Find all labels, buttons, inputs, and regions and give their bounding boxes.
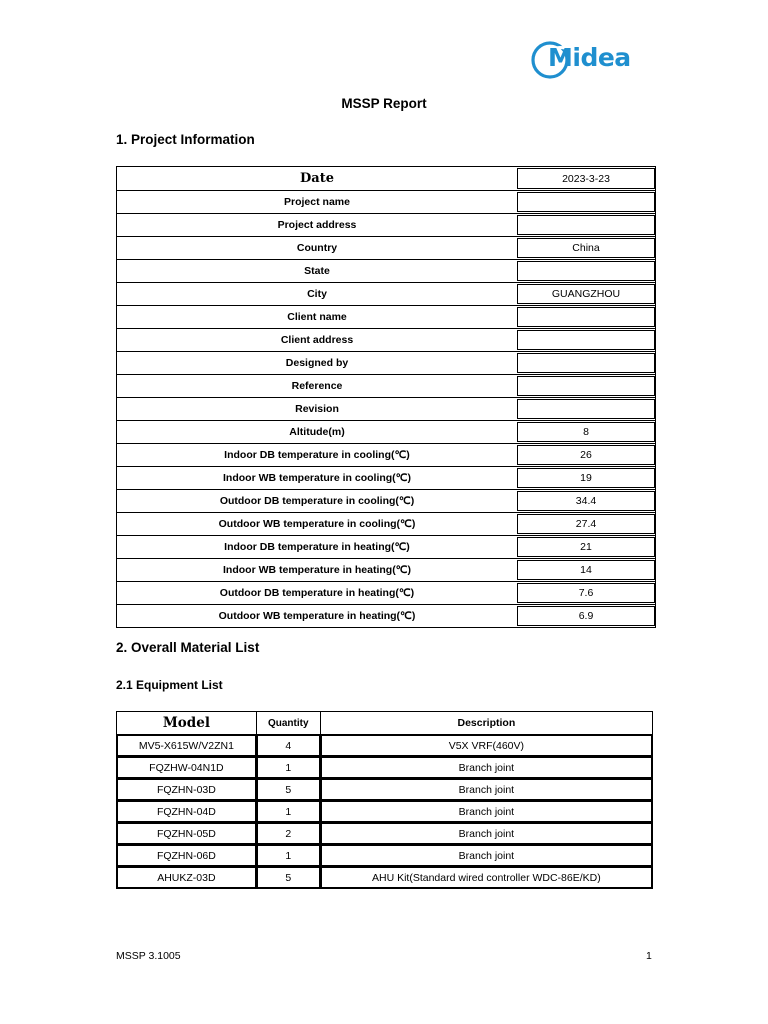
table-row — [117, 867, 653, 889]
info-row — [117, 167, 655, 191]
column-header-quantity: Quantity — [256, 712, 320, 735]
info-label: Client name — [287, 311, 347, 323]
info-label: Project address — [277, 219, 357, 231]
cell-quantity: 2 — [256, 823, 320, 845]
info-value — [517, 307, 655, 327]
table-row — [117, 757, 653, 779]
cell-model: FQZHN-04D — [117, 801, 257, 823]
info-row — [117, 490, 655, 513]
table-row — [117, 801, 653, 823]
cell-description: Branch joint — [320, 779, 652, 801]
info-value: 2023-3-23 — [517, 168, 655, 189]
material-list-heading: 2. Overall Material List — [116, 640, 260, 655]
info-label: Client address — [280, 334, 354, 346]
cell-model: FQZHW-04N1D — [117, 757, 257, 779]
info-value — [517, 376, 655, 396]
cell-description: Branch joint — [320, 801, 652, 823]
info-label: Indoor DB temperature in cooling(℃) — [224, 449, 410, 461]
cell-model: FQZHN-03D — [117, 779, 257, 801]
info-value: GUANGZHOU — [517, 284, 655, 304]
info-value — [517, 399, 655, 419]
info-value: China — [517, 238, 655, 258]
info-row — [117, 605, 655, 627]
info-label: Outdoor DB temperature in cooling(℃) — [219, 495, 415, 507]
cell-description: Branch joint — [320, 757, 652, 779]
info-row — [117, 582, 655, 605]
info-row — [117, 375, 655, 398]
info-label: Outdoor WB temperature in cooling(℃) — [218, 518, 416, 530]
equipment-list-heading: 2.1 Equipment List — [116, 678, 223, 692]
table-row — [117, 779, 653, 801]
cell-description: Branch joint — [320, 823, 652, 845]
info-row — [117, 352, 655, 375]
info-value — [517, 215, 655, 235]
info-value: 6.9 — [517, 606, 655, 626]
info-value — [517, 330, 655, 350]
equipment-table — [116, 711, 653, 889]
logo-text: Midea — [548, 43, 631, 72]
info-row — [117, 421, 655, 444]
cell-model: MV5-X615W/V2ZN1 — [117, 735, 257, 757]
info-label: Altitude(m) — [289, 426, 345, 438]
project-info-table — [116, 166, 656, 628]
report-title: MSSP Report — [341, 96, 427, 111]
cell-quantity: 1 — [256, 801, 320, 823]
cell-quantity: 4 — [256, 735, 320, 757]
info-value: 14 — [517, 560, 655, 580]
cell-model: FQZHN-05D — [117, 823, 257, 845]
column-header-model: Model — [117, 712, 257, 735]
info-row — [117, 283, 655, 306]
cell-quantity: 1 — [256, 757, 320, 779]
info-row — [117, 329, 655, 352]
info-row — [117, 444, 655, 467]
info-value: 34.4 — [517, 491, 655, 511]
project-information-heading: 1. Project Information — [116, 132, 255, 147]
page-number: 1 — [646, 950, 652, 962]
info-label: Indoor DB temperature in heating(℃) — [224, 541, 410, 553]
info-label: Indoor WB temperature in heating(℃) — [223, 564, 411, 576]
info-label: Project name — [284, 196, 350, 208]
info-row — [117, 306, 655, 329]
info-label: City — [307, 288, 327, 300]
info-row — [117, 214, 655, 237]
info-label: Indoor WB temperature in cooling(℃) — [223, 472, 411, 484]
info-label: Designed by — [285, 357, 349, 369]
cell-description: AHU Kit(Standard wired controller WDC-86E/KD) — [320, 867, 652, 889]
table-row — [117, 823, 653, 845]
info-row — [117, 398, 655, 421]
info-value: 8 — [517, 422, 655, 442]
table-row — [117, 845, 653, 867]
info-label: Revision — [295, 403, 339, 415]
column-header-description: Description — [320, 712, 652, 735]
info-row — [117, 191, 655, 214]
cell-description: V5X VRF(460V) — [320, 735, 652, 757]
info-value — [517, 261, 655, 281]
info-row — [117, 513, 655, 536]
info-value: 19 — [517, 468, 655, 488]
info-row — [117, 467, 655, 490]
info-value: 21 — [517, 537, 655, 557]
footer-version: MSSP 3.1005 — [116, 950, 181, 962]
cell-model: FQZHN-06D — [117, 845, 257, 867]
table-row — [117, 735, 653, 757]
equipment-header-row — [117, 712, 653, 735]
cell-quantity: 1 — [256, 845, 320, 867]
info-value: 27.4 — [517, 514, 655, 534]
info-label: Outdoor DB temperature in heating(℃) — [219, 587, 415, 599]
cell-quantity: 5 — [256, 867, 320, 889]
info-label: Outdoor WB temperature in heating(℃) — [218, 610, 416, 622]
cell-model: AHUKZ-03D — [117, 867, 257, 889]
info-value: 26 — [517, 445, 655, 465]
info-label: Country — [296, 242, 338, 254]
info-row — [117, 559, 655, 582]
info-row — [117, 260, 655, 283]
info-row — [117, 536, 655, 559]
info-value — [517, 192, 655, 212]
info-value: 7.6 — [517, 583, 655, 603]
cell-description: Branch joint — [320, 845, 652, 867]
info-row — [117, 237, 655, 260]
info-label: Date — [300, 171, 334, 186]
cell-quantity: 5 — [256, 779, 320, 801]
info-label: State — [304, 265, 330, 277]
info-label: Reference — [291, 380, 343, 392]
info-value — [517, 353, 655, 373]
